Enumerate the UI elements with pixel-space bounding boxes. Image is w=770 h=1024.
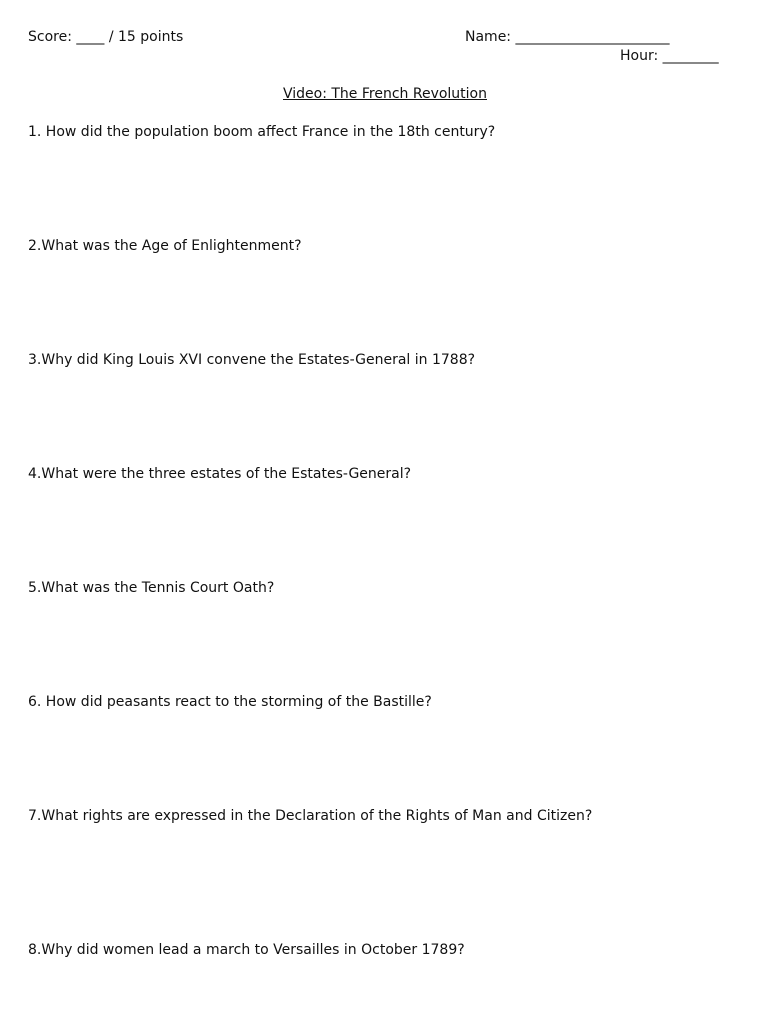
score-field: Score: ____ / 15 points xyxy=(28,29,184,45)
hour-field: Hour: ________ xyxy=(620,48,719,64)
question-5: 5.What was the Tennis Court Oath? xyxy=(28,580,275,596)
question-2: 2.What was the Age of Enlightenment? xyxy=(28,238,302,254)
question-3: 3.Why did King Louis XVI convene the Estates-General in 1788? xyxy=(28,352,476,368)
question-8: 8.Why did women lead a march to Versailles in October 1789? xyxy=(28,942,465,958)
question-4: 4.What were the three estates of the Estates-General? xyxy=(28,466,412,482)
worksheet-title: Video: The French Revolution xyxy=(282,86,487,102)
question-6: 6. How did peasants react to the storming of the Bastille? xyxy=(28,694,432,710)
question-7: 7.What rights are expressed in the Declaration of the Rights of Man and Citizen? xyxy=(28,808,593,824)
question-1: 1. How did the population boom affect France in the 18th century? xyxy=(28,124,496,140)
name-field: Name: ______________________ xyxy=(465,29,670,45)
